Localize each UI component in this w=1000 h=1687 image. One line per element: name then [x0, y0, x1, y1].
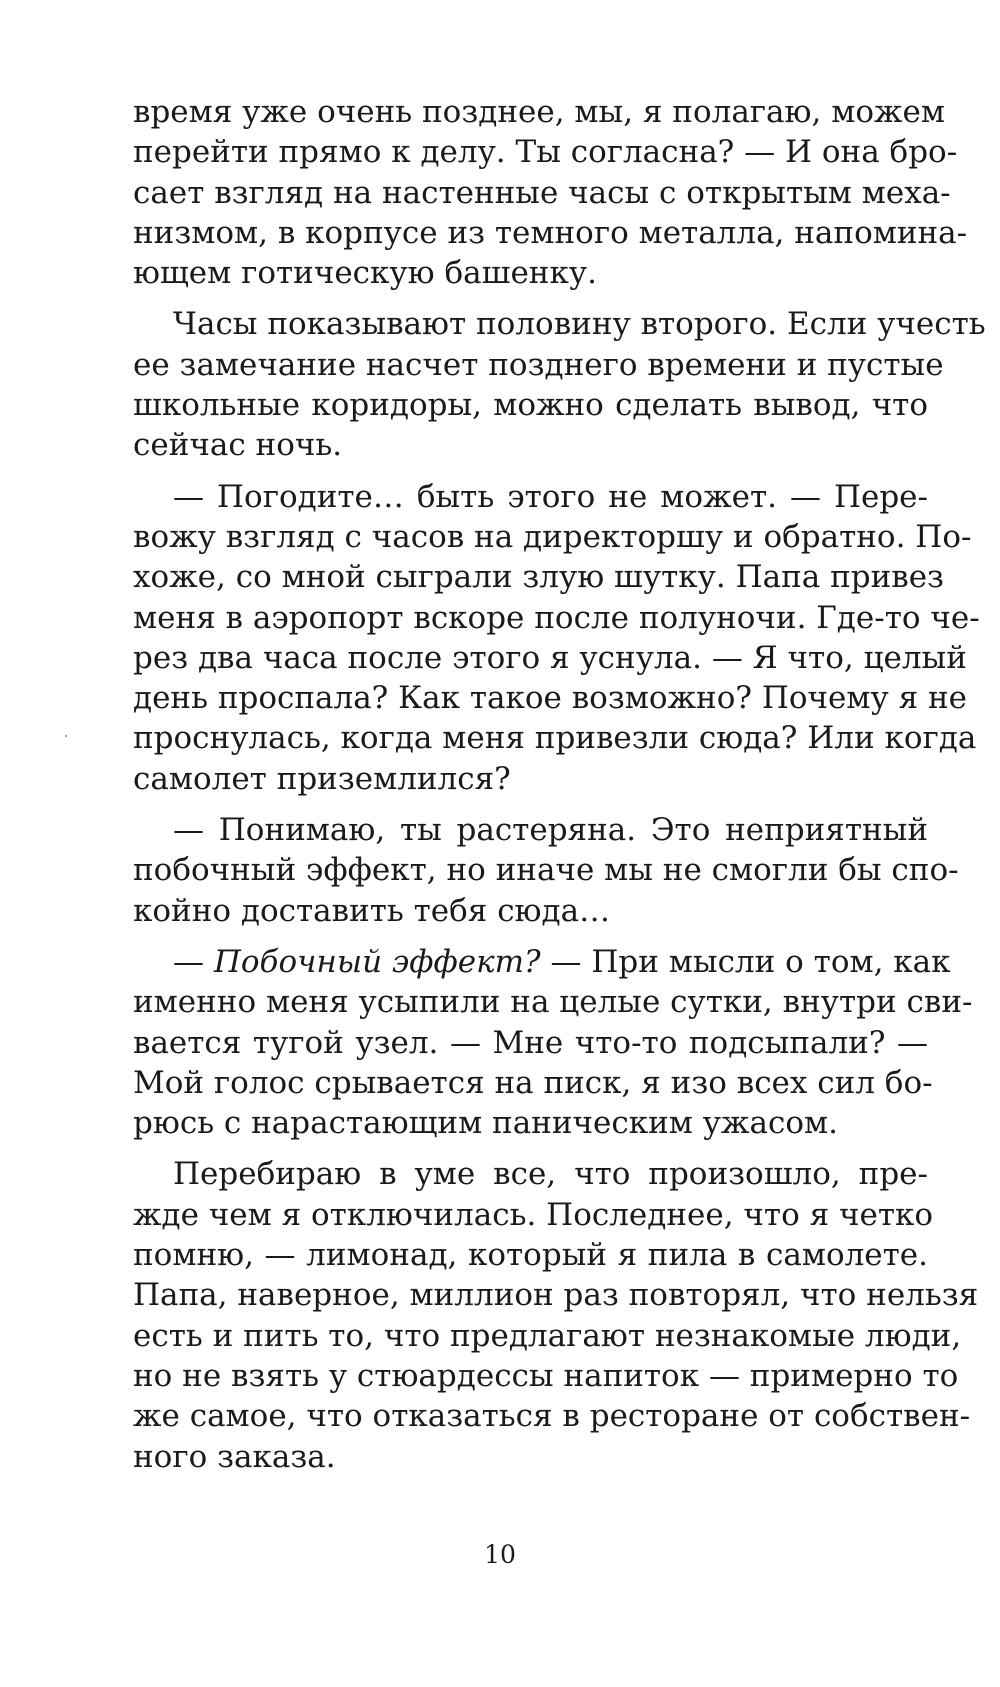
text-line: перейти прямо к делу. Ты согласна? — И она бро-: [133, 134, 958, 171]
paragraph-5: [133, 942, 973, 1143]
text-line: время уже очень позднее, мы, я полагаю, можем: [133, 94, 945, 130]
scan-speck: [65, 735, 67, 737]
italic-phrase: Побочный эффект?: [213, 943, 541, 980]
text-line: ее замечание насчет позднего времени и пустые: [133, 346, 944, 383]
body-text: [133, 92, 986, 1477]
text-line: койно доставить тебя сюда…: [133, 892, 611, 929]
dash-lead: —: [173, 943, 214, 980]
text-line: жде чем я отключилась. Последнее, что я четко: [133, 1196, 934, 1233]
text-line: вается тугой узел. — Мне что-то подсыпали? —: [133, 1024, 928, 1061]
text-line: Папа, наверное, миллион раз повторял, что нельзя: [133, 1277, 979, 1314]
paragraph-4: [133, 810, 959, 931]
text-line: день проспала? Как такое возможно? Почему я не: [133, 680, 968, 717]
text-line: проснулась, когда меня привезли сюда? Или когда: [133, 720, 977, 757]
text-line: но не взять у стюардессы напиток — примерно то: [133, 1357, 959, 1394]
text-line: низмом, в корпусе из темного металла, напомина-: [133, 214, 968, 251]
text-line: сает взгляд на настенные часы с открытым меха-: [133, 174, 951, 211]
paragraph-1: [133, 92, 968, 293]
text-line: Часы показывают половину второго. Если учесть: [173, 306, 986, 343]
text-line: самолет приземлился?: [133, 760, 511, 797]
text-line: хоже, со мной сыграли злую шутку. Папа привез: [133, 559, 944, 596]
text-line: ющем готическую башенку.: [133, 255, 597, 292]
text-line: — Погодите… быть этого не может. — Пере-: [173, 478, 928, 515]
text-line: сейчас ночь.: [133, 427, 343, 464]
line-rest: — При мысли о том, как: [540, 943, 951, 980]
text-line: рюсь с нарастающим паническим ужасом.: [133, 1105, 838, 1142]
page-number: 10: [484, 1540, 516, 1569]
text-line: меня в аэропорт вскоре после полуночи. Где-то че-: [133, 599, 980, 636]
paragraph-6: [133, 1154, 979, 1476]
text-line: ного заказа.: [133, 1438, 336, 1475]
text-line: школьные коридоры, можно сделать вывод, что: [133, 387, 928, 424]
text-line: именно меня усыпили на целые сутки, внутри сви-: [133, 984, 973, 1021]
text-line: побочный эффект, но иначе мы не смогли бы спо-: [133, 852, 959, 889]
text-line: рез два часа после этого я уснула. — Я что, целый: [133, 639, 967, 676]
text-line: помню, — лимонад, который я пила в самолете.: [133, 1237, 928, 1274]
text-line: вожу взгляд с часов на директоршу и обратно. По-: [133, 518, 972, 555]
text-line: — Понимаю, ты растеряна. Это неприятный: [173, 812, 928, 849]
text-line: Перебираю в уме все, что произошло, пре-: [173, 1156, 928, 1193]
text-line: же самое, что отказаться в ресторане от собствен-: [133, 1398, 971, 1435]
text-line: есть и пить то, что предлагают незнакомые люди,: [133, 1317, 962, 1354]
paragraph-3: [133, 477, 980, 799]
text-line: [133, 942, 951, 982]
text-line: Мой голос срывается на писк, я изо всех сил бо-: [133, 1064, 933, 1101]
paragraph-2: [133, 304, 986, 465]
